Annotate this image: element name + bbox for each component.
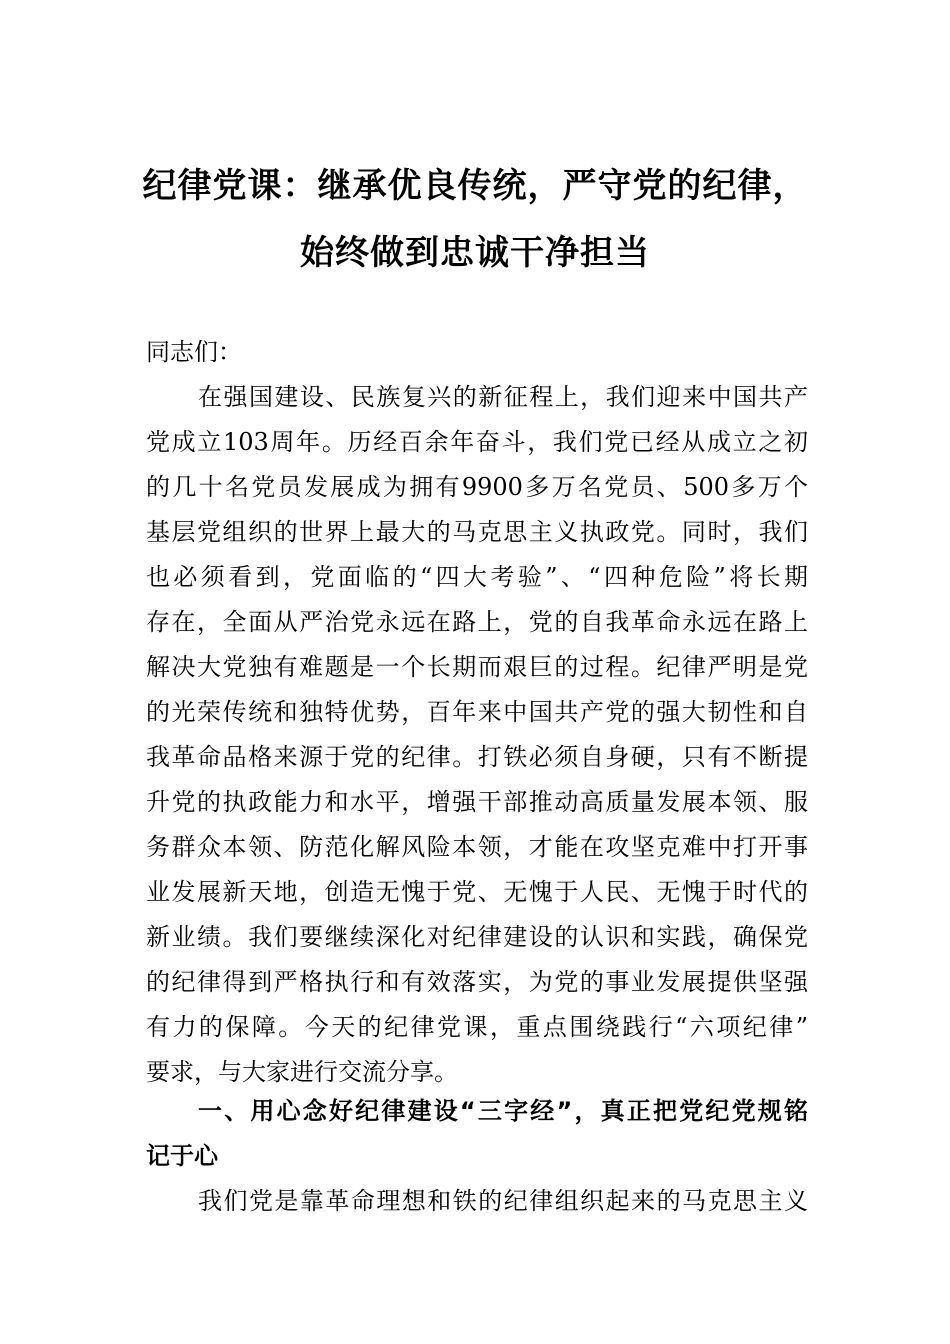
paragraph-1-line: 要求，与大家进行交流分享。 (146, 1058, 458, 1086)
paragraph-1-line: 存在，全面从严治党永远在路上，党的自我革命永远在路上 (146, 608, 808, 636)
paragraph-1-line: 升党的执政能力和水平，增强干部推动高质量发展本领、服 (146, 788, 808, 816)
paragraph-1-line: 的几十名党员发展成为拥有9900多万名党员、500多万个 (146, 473, 808, 501)
document-title-line-1: 纪律党课：继承优良传统，严守党的纪律， (142, 166, 808, 206)
salutation: 同志们： (146, 338, 242, 366)
paragraph-2-line: 我们党是靠革命理想和铁的纪律组织起来的马克思主义 (198, 1187, 808, 1215)
document-title-line-2: 始终做到忠诚干净担当 (300, 233, 650, 273)
paragraph-1-line: 新业绩。我们要继续深化对纪律建设的认识和实践，确保党 (146, 923, 808, 951)
section-1-heading-line: 记于心 (146, 1142, 218, 1170)
paragraph-1-line: 也必须看到，党面临的“四大考验”、“四种危险”将长期 (146, 563, 808, 591)
paragraph-1-line: 党成立103周年。历经百余年奋斗，我们党已经从成立之初 (146, 428, 808, 456)
paragraph-1-line: 务群众本领、防范化解风险本领，才能在攻坚克难中打开事 (146, 833, 808, 861)
paragraph-1-line: 解决大党独有难题是一个长期而艰巨的过程。纪律严明是党 (146, 653, 808, 681)
paragraph-1-line: 的纪律得到严格执行和有效落实，为党的事业发展提供坚强 (146, 968, 808, 996)
paragraph-1-line: 基层党组织的世界上最大的马克思主义执政党。同时，我们 (146, 518, 808, 546)
paragraph-1-line: 我革命品格来源于党的纪律。打铁必须自身硬，只有不断提 (146, 743, 808, 771)
paragraph-1-line: 有力的保障。今天的纪律党课，重点围绕践行“六项纪律” (146, 1013, 808, 1041)
paragraph-1-line: 的光荣传统和独特优势，百年来中国共产党的强大韧性和自 (146, 698, 808, 726)
paragraph-1-line: 业发展新天地，创造无愧于党、无愧于人民、无愧于时代的 (146, 878, 808, 906)
section-1-heading-line: 一、用心念好纪律建设“三字经”，真正把党纪党规铭 (198, 1097, 808, 1125)
paragraph-1-line: 在强国建设、民族复兴的新征程上，我们迎来中国共产 (198, 383, 808, 411)
